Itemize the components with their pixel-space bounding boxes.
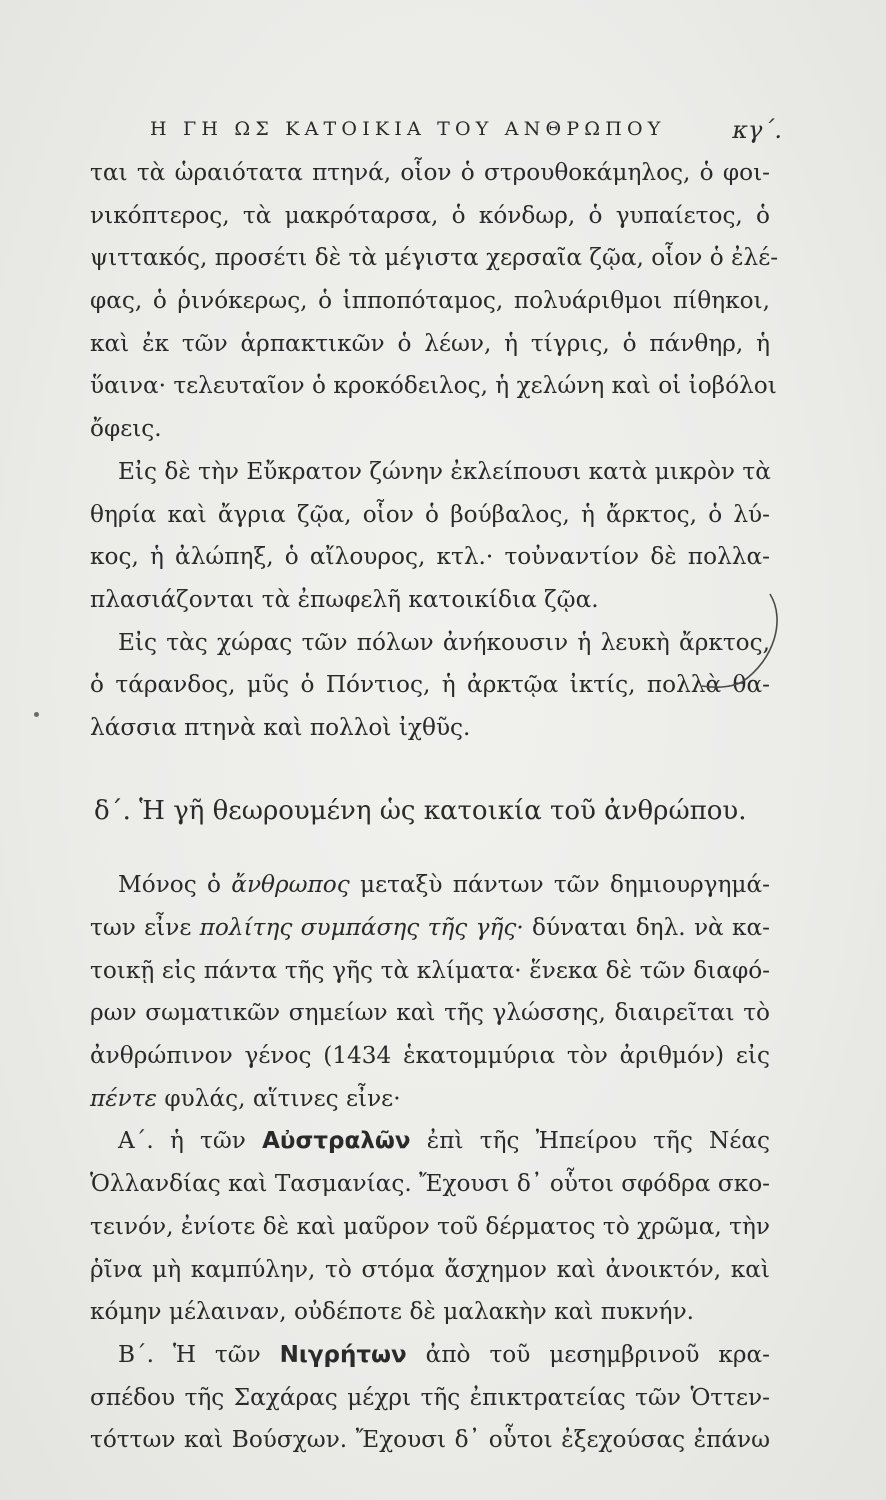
- text-line: τεινόν, ἐνίοτε δὲ καὶ μαῦρον τοῦ δέρματος τὸ χρῶμα, τὴν: [90, 1212, 770, 1240]
- text-run: ἀπὸ τοῦ μεσημβρινοῦ κρα-: [406, 1340, 770, 1368]
- text-line: [90, 864, 770, 907]
- text-line: [90, 1120, 770, 1163]
- text-run: φυλάς, αἵτινες εἶνε·: [157, 1084, 401, 1112]
- ink-spot: [34, 712, 39, 717]
- body-text: [90, 152, 779, 1462]
- text-line: ρων σωματικῶν σημείων καὶ τῆς γλώσσης, διαιρεῖται τὸ: [90, 999, 770, 1027]
- text-line: [90, 1334, 770, 1377]
- text-line: νικόπτερος, τὰ μακρόταρσα, ὁ κόνδωρ, ὁ γυπαίετος, ὁ: [90, 201, 770, 229]
- text-run: μεταξὺ πάντων τῶν δημιουργημά-: [349, 871, 770, 899]
- text-line: Εἰς δὲ τὴν Εὔκρατον ζώνην ἐκλείπουσι κατὰ μικρὸν τὰ: [118, 457, 771, 485]
- running-head: [150, 116, 782, 146]
- text-line: Ὁλλανδίας καὶ Τασμανίας. Ἔχουσι δ᾽ οὗτοι σφόδρα σκο-: [90, 1170, 770, 1198]
- italic-term: πέντε: [90, 1084, 158, 1112]
- text-run: Β΄. Ἡ τῶν: [118, 1340, 280, 1368]
- text-line: κόμην μέλαιναν, οὐδέποτε δὲ μαλακὴν καὶ πυκνήν.: [90, 1298, 695, 1326]
- text-line: τοικῇ εἰς πάντα τῆς γῆς τὰ κλίματα· ἕνεκα δὲ τῶν διαφό-: [90, 956, 770, 984]
- text-line: Εἰς τὰς χώρας τῶν πόλων ἀνήκουσιν ἡ λευκὴ ἄρκτος,: [118, 628, 770, 656]
- text-line: ὄφεις.: [90, 415, 162, 443]
- running-title: Η ΓΗ ΩΣ ΚΑΤΟΙΚΙΑ ΤΟΥ ΑΝΘΡΩΠΟΥ: [150, 118, 666, 140]
- text-run: Μόνος ὁ: [118, 871, 232, 899]
- text-line: κος, ἡ ἀλώπηξ, ὁ αἴλουρος, κτλ.· τοὐναντίον δὲ πολλα-: [90, 543, 770, 571]
- text-run: ἐπὶ τῆς Ἠπείρου τῆς Νέας: [410, 1127, 770, 1155]
- text-line: ὕαινα· τελευταῖον ὁ κροκόδειλος, ἡ χελώνη καὶ οἱ ἰοβόλοι: [90, 372, 777, 400]
- bold-term: Νιγρήτων: [279, 1341, 407, 1368]
- italic-term: πολίτης συμπάσης τῆς γῆς·: [199, 914, 524, 941]
- text-line: [90, 907, 770, 950]
- text-line: τόττων καὶ Βούσχων. Ἔχουσι δ᾽ οὗτοι ἐξεχούσας ἐπάνω: [90, 1426, 770, 1454]
- text-line: καὶ ἐκ τῶν ἁρπακτικῶν ὁ λέων, ἡ τίγρις, ὁ πάνθηρ, ἡ: [90, 329, 770, 357]
- text-line: ται τὰ ὡραιότατα πτηνά, οἷον ὁ στρουθοκάμηλος, ὁ φοι-: [90, 159, 770, 186]
- text-run: Α΄. ἡ τῶν: [118, 1127, 263, 1155]
- text-line: ἀνθρώπινον γένος (1434 ἑκατομμύρια τὸν ἀριθμόν) εἰς: [90, 1042, 770, 1070]
- text-line: θηρία καὶ ἄγρια ζῷα, οἷον ὁ βούβαλος, ἡ ἄρκτος, ὁ λύ-: [90, 500, 770, 528]
- text-run: δύναται δηλ. νὰ κα-: [523, 914, 771, 941]
- text-line: πλασιάζονται τὰ ἐπωφελῆ κατοικίδια ζῷα.: [90, 585, 599, 613]
- text-line: φας, ὁ ῥινόκερως, ὁ ἱπποπόταμος, πολυάριθμοι πίθηκοι,: [90, 287, 770, 315]
- section-heading: δ΄. Ἡ γῆ θεωρουμένη ὡς κατοικία τοῦ ἀνθρώπου.: [94, 795, 747, 826]
- text-line: λάσσια πτηνὰ καὶ πολλοὶ ἰχθῦς.: [90, 713, 471, 741]
- text-line: ψιττακός, προσέτι δὲ τὰ μέγιστα χερσαῖα ζῷα, οἷον ὁ ἐλέ-: [90, 244, 779, 272]
- text-line: ῥῖνα μὴ καμπύλην, τὸ στόμα ἄσχημον καὶ ἀνοικτόν, καὶ: [90, 1255, 770, 1283]
- text-line: ὁ τάρανδος, μῦς ὁ Πόντιος, ἡ ἀρκτῷα ἰκτίς, πολλὰ θα-: [90, 671, 770, 699]
- italic-term: ἄνθρωπος: [231, 871, 350, 899]
- bold-term: Αὐστραλῶν: [262, 1128, 411, 1155]
- page-number: κγ΄.: [732, 116, 782, 144]
- text-line: σπέδου τῆς Σαχάρας μέχρι τῆς ἐπικτρατείας τῶν Ὁττεν-: [90, 1383, 770, 1411]
- text-run: των εἶνε: [90, 914, 200, 941]
- text-line: [90, 1078, 770, 1121]
- margin-bracket-mark: [690, 590, 780, 690]
